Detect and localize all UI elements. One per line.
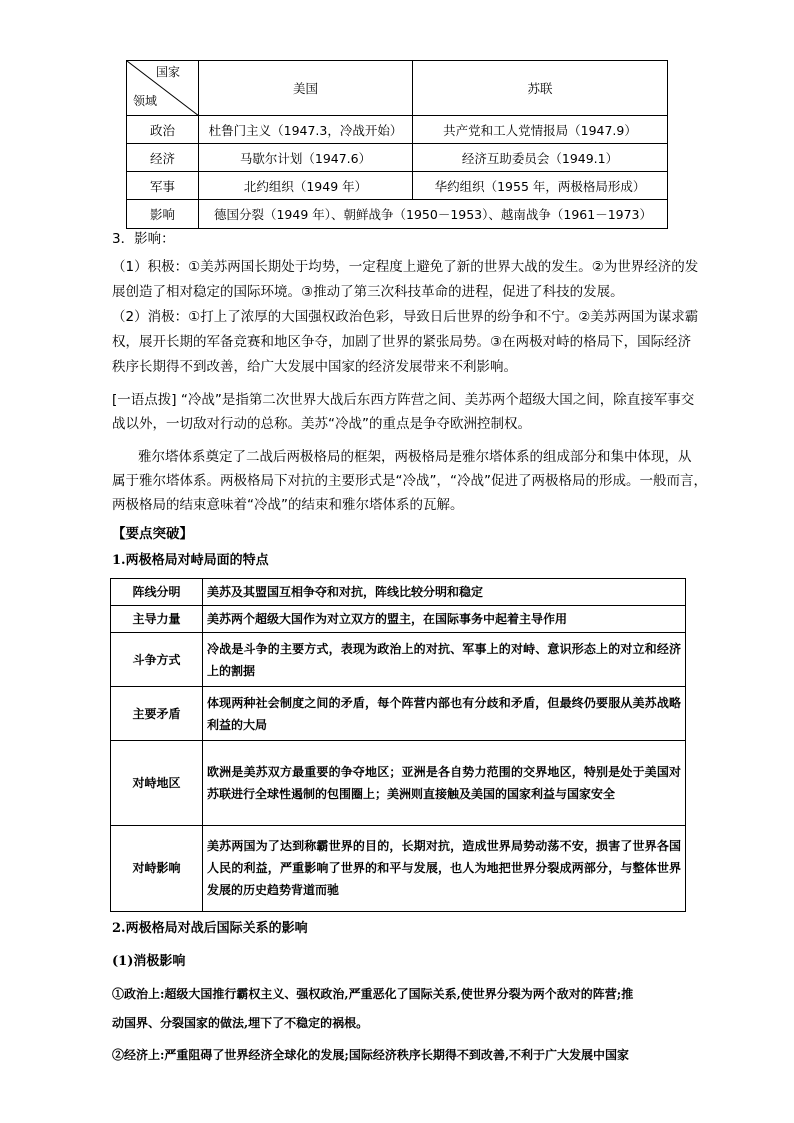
feature-value: 美苏两国为了达到称霸世界的目的，长期对抗，造成世界局势动荡不安，损害了世界各国人民的利益，严重影响了世界的和平与发展，也人为地把世界分裂成两部分，与整体世界发展的历史趋势背道而驰 xyxy=(203,825,686,911)
su-cell: 华约组织（1955 年，两极格局形成） xyxy=(413,172,668,200)
field-cell: 军事 xyxy=(127,172,199,200)
text-line: ②经济上:严重阻碍了世界经济全球化的发展;国际经济秩序长期得不到改善,不利于广大发展中国家 xyxy=(112,1048,630,1062)
feature-value: 美苏及其盟国互相争夺和对抗，阵线比较分明和稳定 xyxy=(203,579,686,606)
corner-country-label: 国家 xyxy=(155,65,180,79)
text-line: 属于雅尔塔体系。两极格局下对抗的主要形式是“冷战”，“冷战”促进了两极格局的形成。一般而言， xyxy=(112,473,707,489)
comparison-table xyxy=(126,60,668,229)
feature-value: 欧洲是美苏双方最重要的争夺地区；亚洲是各自势力范围的交界地区，特别是处于美国对苏联进行全球性遏制的包围圈上；美洲则直接触及美国的国家利益与国家安全 xyxy=(203,741,686,825)
text-line: 秩序长期得不到改善，给广大发展中国家的经济发展带来不利影响。 xyxy=(112,359,517,375)
text-line: 两极格局的结束意味着“冷战”的结束和雅尔塔体系的瓦解。 xyxy=(112,497,464,513)
feature-value: 冷战是斗争的主要方式，表现为政治上的对抗、军事上的对峙、意识形态上的对立和经济上的割据 xyxy=(203,633,686,687)
text-line: 权，展开长期的军备竞赛和地区争夺，加剧了世界的紧张局势。③在两极对峙的格局下，国际经济 xyxy=(112,334,692,350)
table-row xyxy=(127,116,668,144)
text-line: （1）积极：①美苏两国长期处于均势，一定程度上避免了新的世界大战的发生。②为世界经济的发 xyxy=(112,259,699,275)
corner-field-label: 领域 xyxy=(133,94,158,108)
table-row xyxy=(111,579,686,606)
section-heading-influence: 3．影响： xyxy=(112,231,175,247)
text-line: （2）消极：①打上了浓厚的大国强权政治色彩，导致日后世界的纷争和不宁。②美苏两国为谋求霸 xyxy=(112,309,699,325)
section-heading-key-points: 【要点突破】 xyxy=(112,526,193,542)
field-cell: 经济 xyxy=(127,144,199,172)
us-cell: 杜鲁门主义（1947.3，冷战开始） xyxy=(199,116,413,144)
col-header-su: 苏联 xyxy=(413,61,668,116)
feature-table xyxy=(110,578,686,912)
table-row xyxy=(111,687,686,741)
col-header-us: 美国 xyxy=(199,61,413,116)
feature-key: 阵线分明 xyxy=(111,579,203,606)
subheading-negative: (1)消极影响 xyxy=(112,954,186,969)
text-line: 雅尔塔体系奠定了二战后两极格局的框架，两极格局是雅尔塔体系的组成部分和集中体现，从 xyxy=(138,449,692,465)
tip-line: 战以外，一切敌对行动的总称。美苏“冷战”的重点是争夺欧洲控制权。 xyxy=(112,416,531,432)
table-row xyxy=(111,741,686,825)
feature-key: 主导力量 xyxy=(111,606,203,633)
text-line: 动国界、分裂国家的做法,埋下了不稳定的祸根。 xyxy=(112,1016,369,1030)
subheading-intl-relations: 2.两极格局对战后国际关系的影响 xyxy=(112,921,308,936)
tip-line: [一语点拨] “冷战”是指第二次世界大战后东西方阵营之间、美苏两个超级大国之间，除直接军事交 xyxy=(112,392,695,408)
su-cell: 经济互助委员会（1949.1） xyxy=(413,144,668,172)
feature-value: 美苏两个超级大国作为对立双方的盟主，在国际事务中起着主导作用 xyxy=(203,606,686,633)
table-row xyxy=(111,825,686,911)
table-row xyxy=(127,172,668,200)
us-cell: 马歇尔计划（1947.6） xyxy=(199,144,413,172)
field-cell: 影响 xyxy=(127,200,199,229)
corner-header-cell xyxy=(127,61,199,116)
su-cell: 共产党和工人党情报局（1947.9） xyxy=(413,116,668,144)
field-cell: 政治 xyxy=(127,116,199,144)
feature-key: 对峙地区 xyxy=(111,741,203,825)
subheading-features: 1.两极格局对峙局面的特点 xyxy=(112,553,269,568)
impact-cell: 德国分裂（1949 年）、朝鲜战争（1950－1953）、越南战争（1961－1973） xyxy=(199,200,668,229)
feature-value: 体现两种社会制度之间的矛盾，每个阵营内部也有分歧和矛盾，但最终仍要服从美苏战略利益的大局 xyxy=(203,687,686,741)
feature-key: 斗争方式 xyxy=(111,633,203,687)
text-line: ①政治上:超级大国推行霸权主义、强权政治,严重恶化了国际关系,使世界分裂为两个敌对的阵营;推 xyxy=(112,987,634,1001)
table-row xyxy=(127,144,668,172)
us-cell: 北约组织（1949 年） xyxy=(199,172,413,200)
text-line: 展创造了相对稳定的国际环境。③推动了第三次科技革命的进程，促进了科技的发展。 xyxy=(112,284,624,300)
table-row xyxy=(111,606,686,633)
table-row xyxy=(127,200,668,229)
feature-key: 对峙影响 xyxy=(111,825,203,911)
feature-key: 主要矛盾 xyxy=(111,687,203,741)
table-row xyxy=(111,633,686,687)
